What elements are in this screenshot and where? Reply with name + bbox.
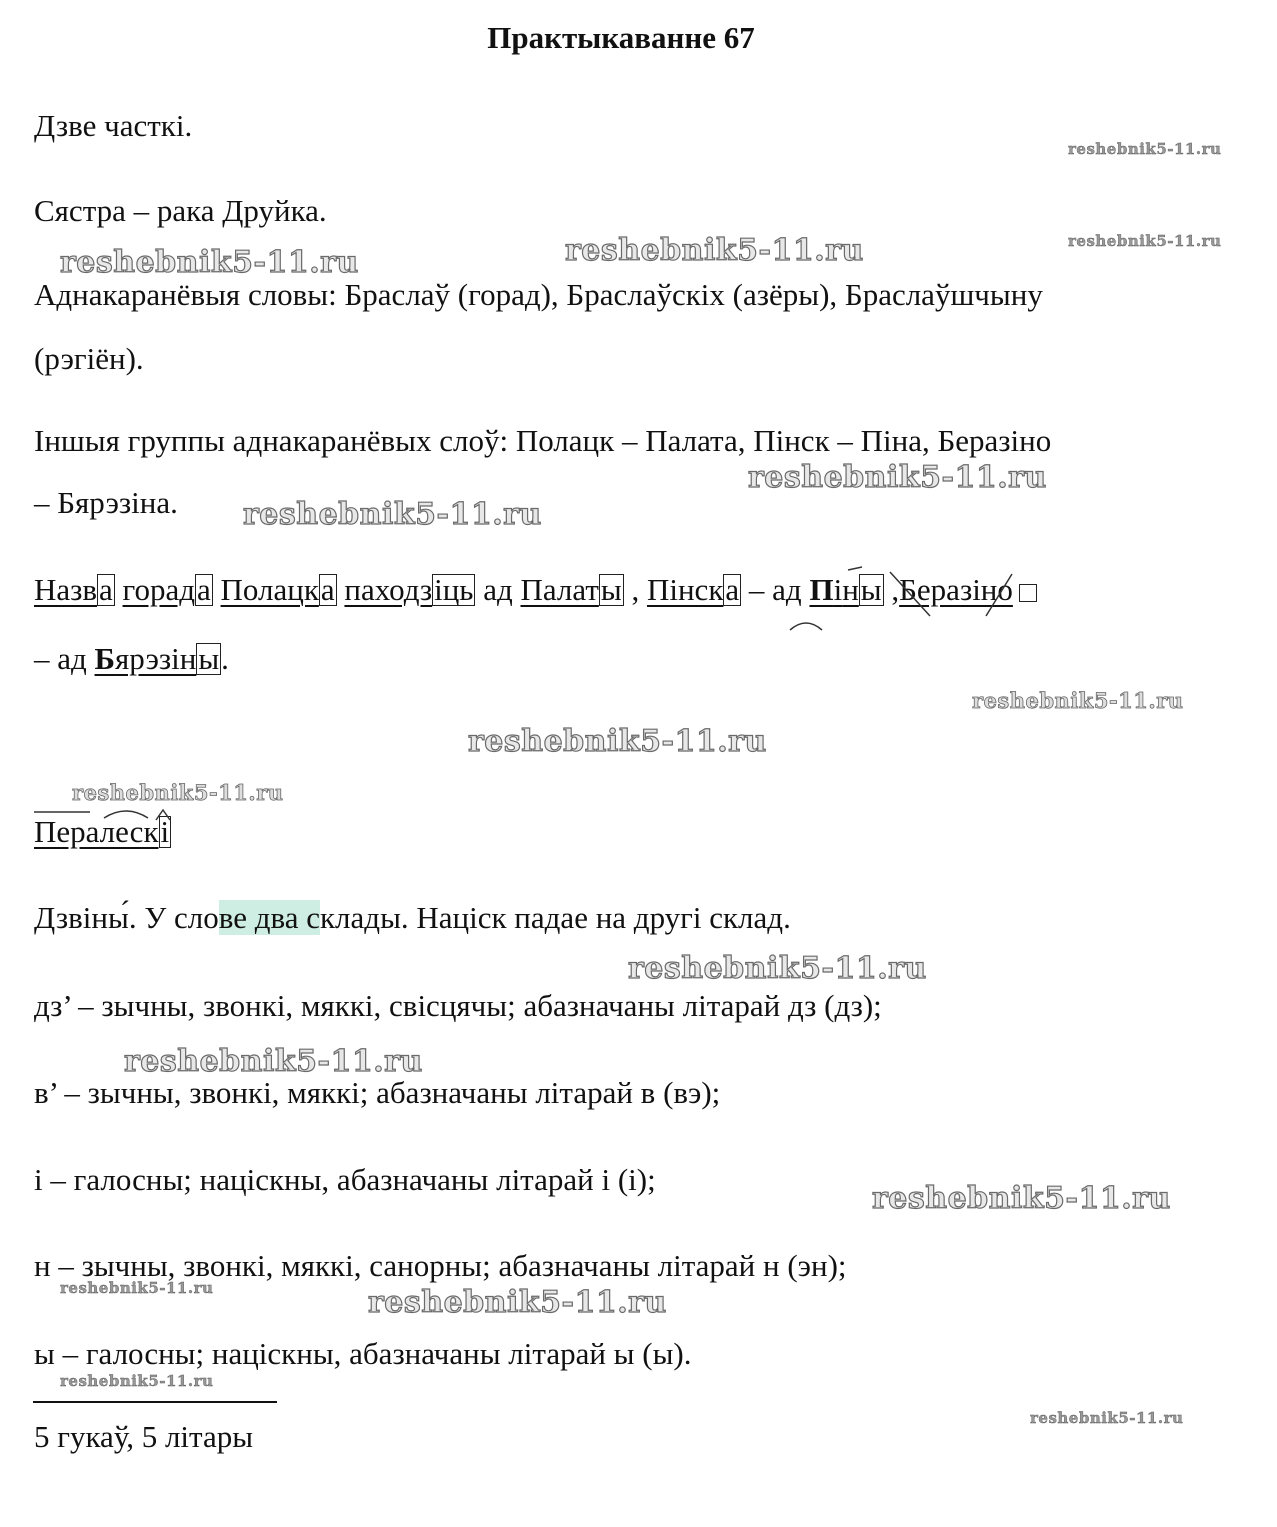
ending-box: ы [198, 641, 220, 676]
parse-word-stem: горад [122, 572, 196, 607]
sound-line: ы – галосны; націскны, абазначаны літарай ы (ы). [34, 1336, 692, 1371]
cognates-line-2: (рэгіён). [34, 341, 144, 376]
ending-box: а [197, 572, 211, 607]
watermark: reshebnik5-11.ru [72, 780, 284, 805]
watermark: reshebnik5-11.ru [468, 724, 767, 759]
ending-box: і [160, 814, 170, 849]
answer-parts: Дзве часткі. [34, 108, 193, 143]
sound-line: н – зычны, звонкі, мяккі, санорны; абазначаны літарай н (эн); [34, 1248, 847, 1283]
other-groups-line-2: – Бярэзіна. [34, 485, 178, 520]
null-ending-box [1019, 584, 1037, 602]
watermark: reshebnik5-11.ru [628, 951, 927, 986]
watermark: reshebnik5-11.ru [748, 460, 1047, 495]
morpheme-stem: Пералеск [34, 814, 159, 849]
watermark: reshebnik5-11.ru [60, 1372, 214, 1390]
morpheme-word [34, 814, 171, 850]
parse-word-stem: Полацк [220, 572, 319, 607]
parse-word-stem: паходз [344, 572, 433, 607]
ending-box: ы [860, 572, 882, 607]
ending-box: а [99, 572, 113, 607]
preposition: ад [483, 572, 513, 607]
preposition: – ад [748, 572, 802, 607]
ending-box: а [320, 572, 335, 607]
ending-box: ы [600, 572, 622, 607]
answer-sister-river: Сястра – рака Друйка. [34, 193, 327, 228]
sound-line: і – галосны; націскны, абазначаны літарай і (і); [34, 1162, 656, 1197]
sound-line: в’ – зычны, звонкі, мяккі; абазначаны літарай в (вэ); [34, 1075, 721, 1110]
sound-line: дз’ – зычны, звонкі, мяккі, свісцячы; абазначаны літарай дз (дз); [34, 988, 882, 1023]
divider [33, 1401, 277, 1403]
preposition: – ад [34, 641, 87, 676]
parse-word-stem: Палат [520, 572, 599, 607]
summary: 5 гукаў, 5 літары [34, 1419, 254, 1454]
watermark: reshebnik5-11.ru [243, 497, 542, 532]
watermark: reshebnik5-11.ru [60, 245, 359, 280]
watermark: reshebnik5-11.ru [1030, 1409, 1184, 1427]
ending-box: а [725, 572, 740, 607]
other-groups-line-1: Іншыя группы аднакаранёвых слоў: Полацк – Палата, Пінск – Піна, Беразіно [34, 423, 1052, 458]
watermark: reshebnik5-11.ru [972, 688, 1184, 713]
parse-word-stem: Пін [809, 572, 859, 607]
watermark: reshebnik5-11.ru [872, 1181, 1171, 1216]
parse-line-1: Назва горада Полацка паходзіць ад Палаты , Пінска – ад Піны ,Беразіно [34, 572, 1037, 608]
parse-word-stem: Беразіно [899, 572, 1013, 607]
parse-word-stem: Пінск [646, 572, 724, 607]
watermark: reshebnik5-11.ru [124, 1044, 423, 1079]
watermark: reshebnik5-11.ru [60, 1279, 214, 1297]
watermark: reshebnik5-11.ru [565, 233, 864, 268]
watermark: reshebnik5-11.ru [1068, 232, 1222, 250]
watermark: reshebnik5-11.ru [1068, 140, 1222, 158]
page-title: Практыкаванне 67 [487, 20, 755, 55]
parse-word-stem: Назв [34, 572, 98, 607]
parse-line-2: – ад Бярэзіны. [34, 641, 229, 676]
parse-word-stem: Бярэзін [94, 641, 197, 676]
syllable-stress: Дзвіны́. У слове два склады. Націск падае на другі склад. [34, 900, 791, 935]
watermark: reshebnik5-11.ru [368, 1285, 667, 1320]
ending-box: іць [434, 572, 474, 607]
cognates-line-1: Аднакаранёвыя словы: Браслаў (горад), Браслаўскіх (азёры), Браслаўшчыну [34, 277, 1043, 312]
